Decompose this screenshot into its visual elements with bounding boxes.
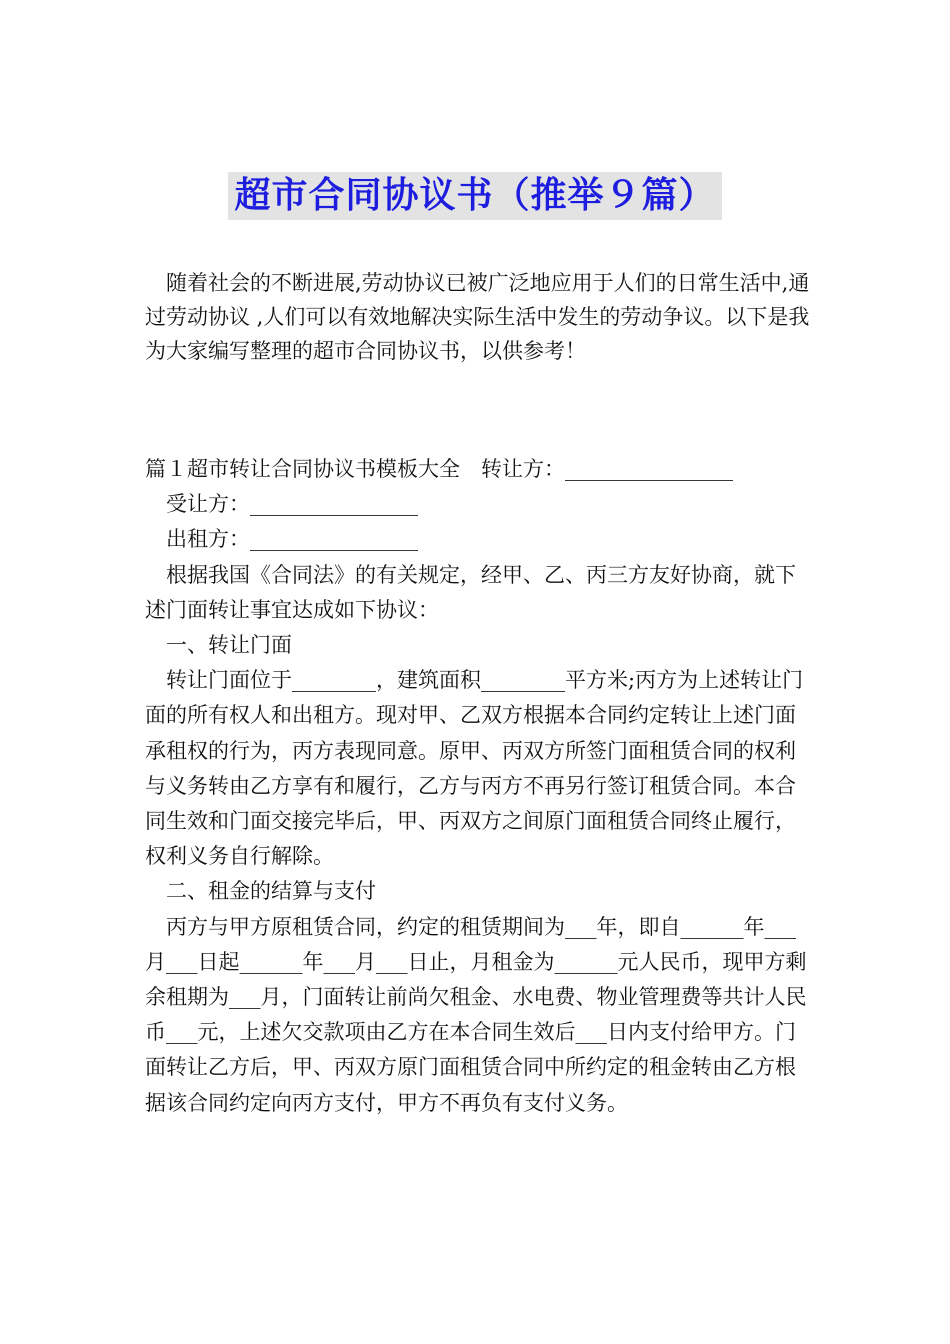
clause2-paragraph: 丙方与甲方原租赁合同，约定的租赁期间为___年，即自______年___月___日起______年___月___日止，月租金为______元人民币，现甲方剩余租期为___月，门面转让前尚欠租金、水电费、物业管理费等共计人民币___元，上述欠交款项由乙方在本合同生效后___日内支付给甲方。门面转让乙方后，甲、丙双方原门面租赁合同中所约定的租金转由乙方根据该合同约定向丙方支付，甲方不再负有支付义务。 (145, 914, 807, 1115)
intro-paragraph: 随着社会的不断进展,劳动协议已被广泛地应用于人们的日常生活中,通过劳动协议 ,人们可以有效地解决实际生活中发生的劳动争议。以下是我为大家编写整理的超市合同协议书，以供参考！ (145, 271, 810, 363)
title-container (0, 172, 950, 220)
document-title: 超市合同协议书（推举９篇） (228, 172, 721, 220)
contract-body (145, 452, 815, 1121)
clause1-paragraph: 转让门面位于________，建筑面积________平方米;丙方为上述转让门面的所有权人和出租方。现对甲、乙双方根据本合同约定转让上述门面承租权的行为，丙方表现同意。原甲、丙双方所签门面租赁合同的权利与义务转由乙方享有和履行，乙方与丙方不再另行签订租赁合同。本合同生效和门面交接完毕后，甲、丙双方之间原门面租赁合同终止履行，权利义务自行解除。 (145, 668, 804, 869)
clause1-heading: 一、转让门面 (166, 633, 292, 658)
lessor-line: 出租方：________________ (166, 527, 418, 552)
clause2-heading: 二、租金的结算与支付 (166, 879, 376, 904)
transferee-line: 受让方：________________ (166, 492, 418, 517)
intro-section (145, 266, 815, 368)
section-heading-line: 篇１超市转让合同协议书模板大全 转让方：________________ (145, 457, 733, 481)
preamble-paragraph: 根据我国《合同法》的有关规定，经甲、乙、丙三方友好协商，就下述门面转让事宜达成如下协议： (145, 562, 796, 622)
